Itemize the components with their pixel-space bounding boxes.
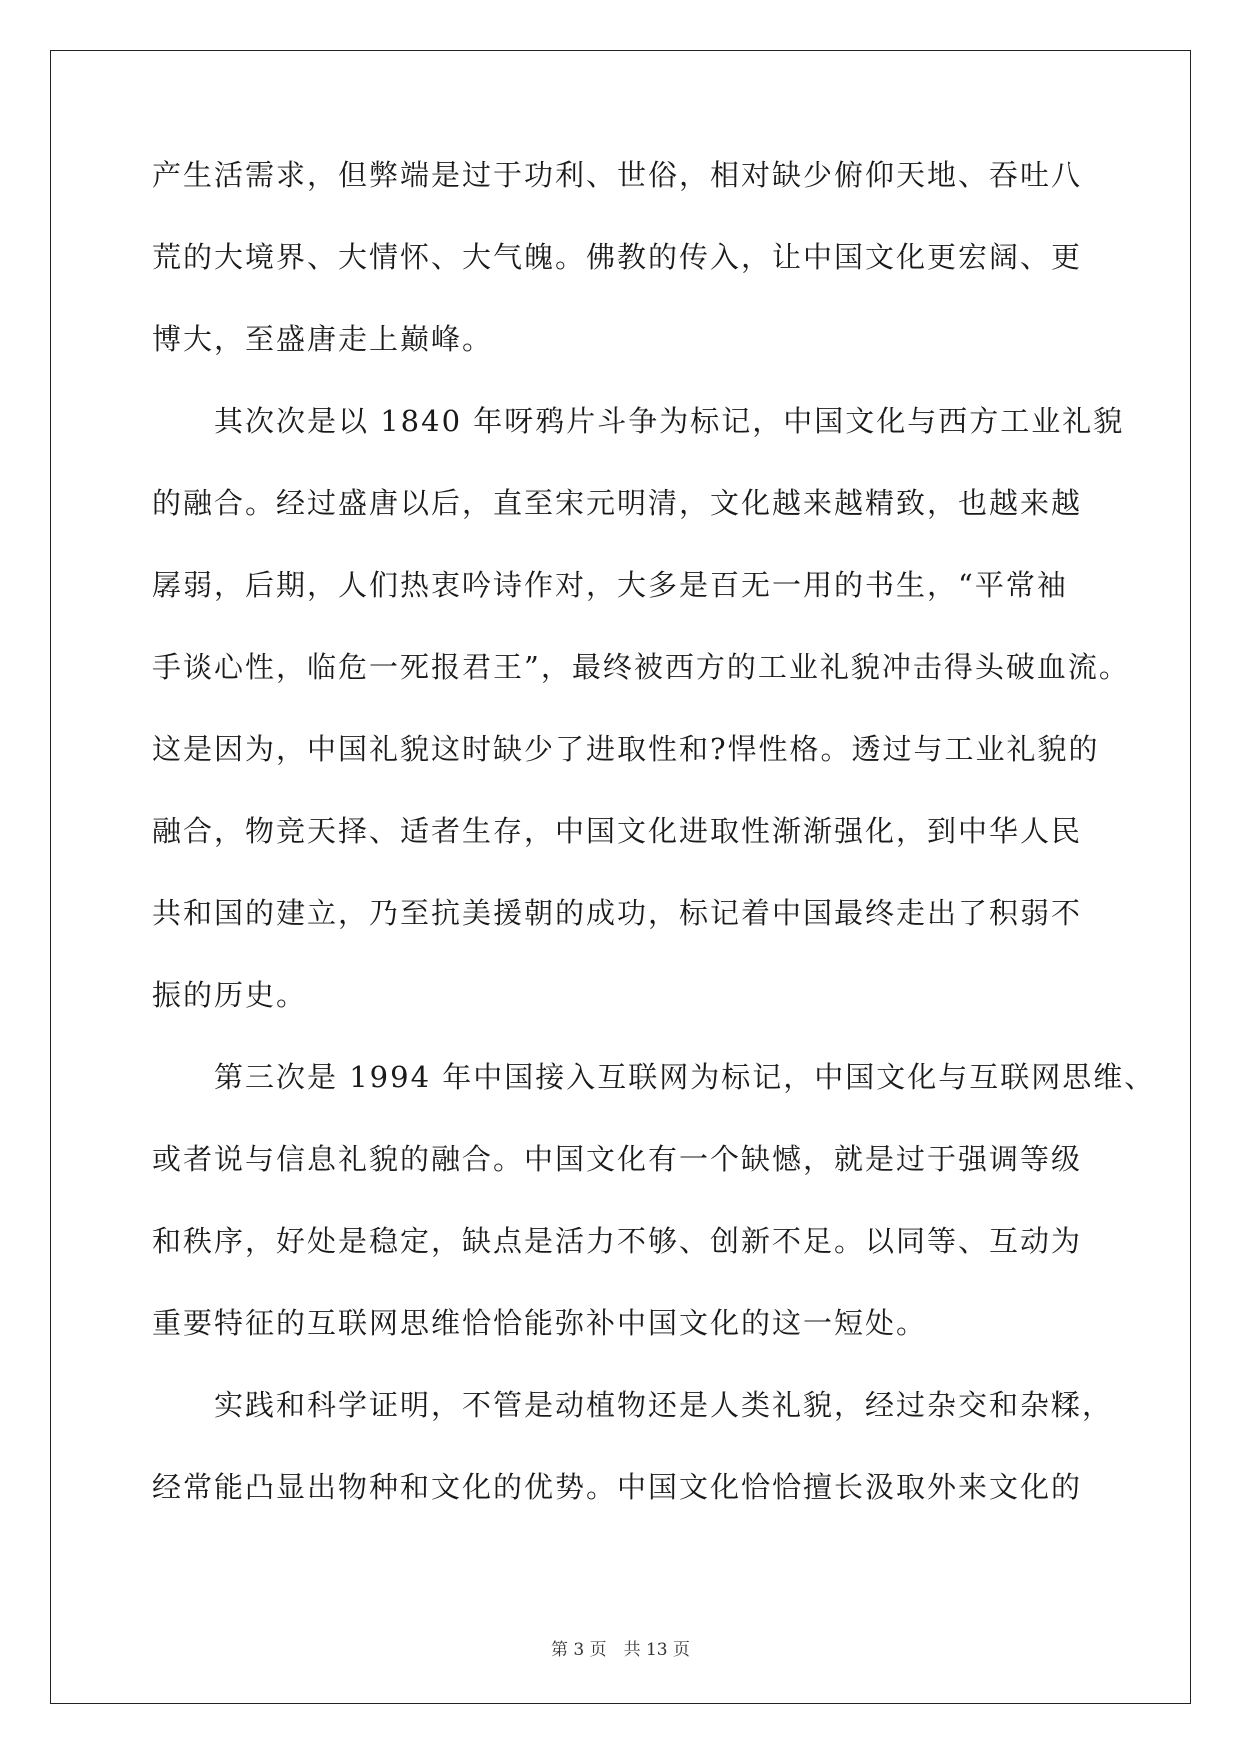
text-line: 经常能凸显出物种和文化的优势。中国文化恰恰擅长汲取外来文化的 bbox=[152, 1470, 1083, 1504]
body-text bbox=[152, 155, 1156, 1549]
text-line: 重要特征的互联网思维恰恰能弥补中国文化的这一短处。 bbox=[152, 1306, 928, 1340]
page-footer: 第 3 页 共 13 页 bbox=[550, 1640, 691, 1660]
text-line: 这是因为，中国礼貌这时缺少了进取性和?悍性格。透过与工业礼貌的 bbox=[152, 732, 1100, 766]
text-line: 和秩序，好处是稳定，缺点是活力不够、创新不足。以同等、互动为 bbox=[152, 1224, 1083, 1258]
text-line: 融合，物竞天择、适者生存，中国文化进取性渐渐强化，到中华人民 bbox=[152, 814, 1083, 848]
text-line: 荒的大境界、大情怀、大气魄。佛教的传入，让中国文化更宏阔、更 bbox=[152, 240, 1083, 274]
text-line: 手谈心性，临危一死报君王”，最终被西方的工业礼貌冲击得头破血流。 bbox=[152, 650, 1130, 684]
text-line: 或者说与信息礼貌的融合。中国文化有一个缺憾，就是过于强调等级 bbox=[152, 1142, 1083, 1176]
text-line: 其次次是以 1840 年呀鸦片斗争为标记，中国文化与西方工业礼貌 bbox=[152, 404, 1125, 438]
text-line: 共和国的建立，乃至抗美援朝的成功，标记着中国最终走出了积弱不 bbox=[152, 896, 1083, 930]
text-line: 振的历史。 bbox=[152, 978, 308, 1012]
text-line: 博大，至盛唐走上巅峰。 bbox=[152, 322, 494, 356]
text-line: 实践和科学证明，不管是动植物还是人类礼貌，经过杂交和杂糅， bbox=[152, 1388, 1114, 1422]
text-line: 孱弱，后期，人们热衷吟诗作对，大多是百无一用的书生，“平常袖 bbox=[152, 568, 1068, 602]
text-line: 的融合。经过盛唐以后，直至宋元明清，文化越来越精致，也越来越 bbox=[152, 486, 1083, 520]
text-line: 第三次是 1994 年中国接入互联网为标记，中国文化与互联网思维、 bbox=[152, 1060, 1156, 1094]
text-line: 产生活需求，但弊端是过于功利、世俗，相对缺少俯仰天地、吞吐八 bbox=[152, 158, 1083, 192]
